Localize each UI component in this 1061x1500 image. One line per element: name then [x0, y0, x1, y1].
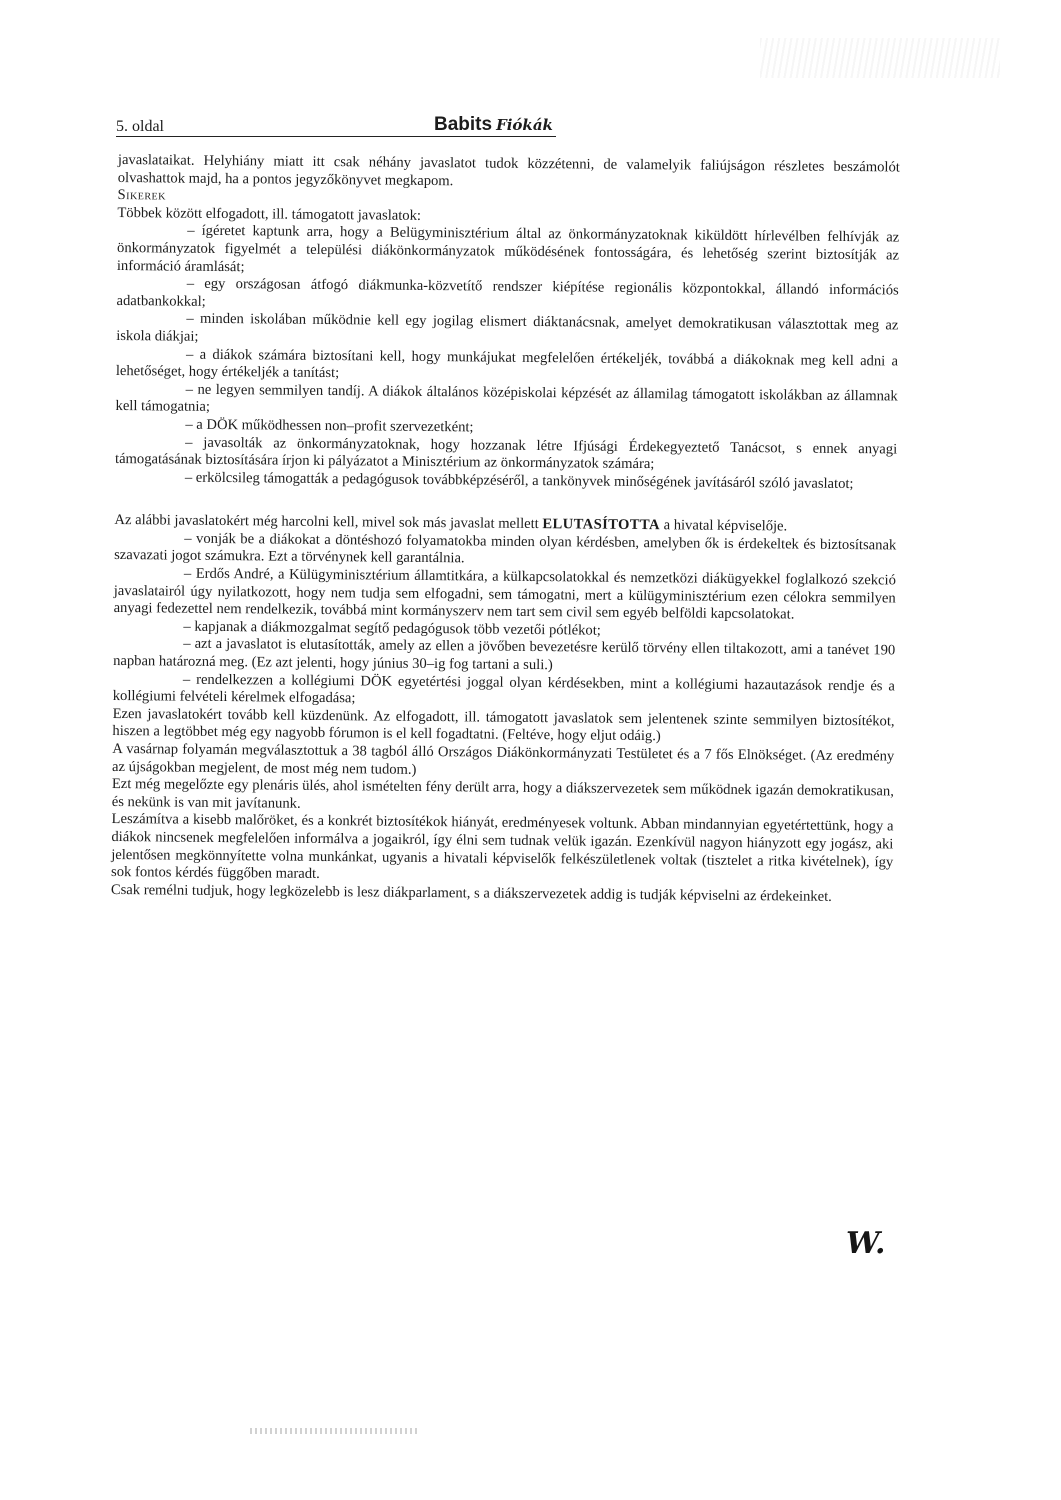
closing-paragraph: Leszámítva a kisebb malőröket, és a konkrét biztosítékok hiányát, eredményesek voltunk. Abban mindannyian egyetértettünk, hogy a diákok nincsenek megfelelően informálva a jogaikról, így élni sem tudnak velük igazán. Ezenkívül nagyon hiányzott egy jogász, aki jelentősen megkönnyítette volna munkánkat, ugyanis a hivatali képviselők felkészületlenek voltak (tisztelet a ritka kivételnek), így sok fontos kérdés függőben maradt.: [111, 811, 894, 883]
accepted-item: – erkölcsileg támogatták a pedagógusok továbbképzéséről, a tankönyvek minőségének javításáról szóló javaslatot;: [184, 469, 854, 492]
masthead-main: Babits: [434, 114, 493, 135]
newspaper-masthead: [434, 114, 553, 136]
page-header: [116, 114, 896, 138]
accepted-item: – a DÖK működhessen non–profit szervezetként;: [185, 416, 474, 436]
accepted-item: – javasolták az önkormányzatoknak, hogy hozzanak létre Ifjúsági Érdekegyeztető Tanácsot, s ennek anyagi támogatásának biztosítására írjon ki pályázatot a Minisztérium az önkormányzatok számára;: [114, 434, 898, 473]
accepted-item: – a diákok számára biztosítani kell, hogy munkájukat megfelelően értékeljék, továbbá a diákoknak meg kell adni a lehetőséget, hogy értékeljék a tanítást;: [115, 346, 899, 382]
accepted-item: – minden iskolában működnie kell egy jogilag elismert diáktanácsnak, amelyet demokratikusan választottak meg az iskola diákjai;: [116, 311, 899, 345]
closing-paragraph: A vasárnap folyamán megválasztottuk a 38 tagból álló Országos Diákönkormányzati Testületet és a 7 fős Elnökséget. (Az eredmény az újságokban megjelent, de most még nem tudom.): [112, 740, 895, 778]
article-body: [111, 152, 900, 907]
rejected-lead-tail: a hivatal képviselője.: [663, 517, 788, 535]
page-number: 5. oldal: [116, 118, 164, 135]
closing-paragraph: Ezen javaslatokért tovább kell küzdenünk. Az elfogadott, ill. támogatott javaslatok sem jelentenek szinte semmilyen biztosítékot, hiszen a legtöbbet még egy nagyobb fórumon is el kell fogadtatni. (Feltéve, hogy eljut odáig.): [112, 705, 895, 745]
section-heading-sikerek: Sikerek: [117, 187, 166, 204]
closing-paragraph: Ezt még megelőzte egy plenáris ülés, ahol ismételten fény derült arra, hogy a diákszervezetek sem működnek igazán demokratikusan, és nekünk is van mit javítanunk.: [111, 776, 894, 812]
rejected-keyword: ELUTASÍTOTTA: [542, 516, 661, 534]
rejected-item: – azt a javaslatot is elutasították, amely az ellen a jövőben bevezetésre kerülő törvény ellen tiltakozott, ami a tanévet 190 napban határozná meg. (Ez azt jelenti, hogy június 30–ig fog tartani a suli.): [113, 636, 896, 674]
scan-artifact-bottom: [250, 1428, 420, 1434]
closing-paragraph: Csak remélni tudjuk, hogy legközelebb is lesz diákparlament, s a diákszervezetek addig is tudják képviselni az érdekeinket.: [110, 881, 832, 905]
accepted-item: – ígéretet kaptunk arra, hogy a Belügyminisztérium által az önkormányzatoknak kiküldött hírlevélben felhívják az önkormányzatok figyelmét a települési diákönkormányzatok működésének fontosságára, és lehetőség szerint biztosítják az információ áramlását;: [116, 223, 900, 275]
rejected-item: – vonják be a diákokat a döntéshozó folyamatokba minden olyan kérdésben, amelyben ők is érdekeltek és biztosítsanak szavazati jogot számukra. Ezt a törvénynek kell garantálnia.: [114, 530, 897, 567]
rejected-item: – kapjanak a diákmozgalmat segítő pedagógusok több vezetői pótlékot;: [183, 618, 601, 639]
rejected-lead-text: Az alábbi javaslatokért még harcolni kell, mivel sok más javaslat mellett: [114, 512, 539, 533]
author-signature: W.: [846, 1226, 886, 1261]
masthead-script: Fiókák: [496, 116, 553, 134]
intro-paragraph: javaslataikat. Helyhiány miatt itt csak néhány javaslatot tudok közzétenni, de valamelyik faliújságon részletes beszámolót olvashattok majd, ha a pontos jegyzőkönyvet megkapom.: [117, 152, 900, 189]
rejected-item: – rendelkezzen a kollégiumi DÖK egyetértési joggal olyan kérdésekben, mint a kollégiumi hazautazások rendje és a kollégiumi felvételi kérelmek elfogadása;: [112, 671, 895, 707]
accepted-item: – ne legyen semmilyen tandíj. A diákok általános középiskolai képzését az államilag támogatott iskolákban az államnak kell támogatnia;: [115, 381, 898, 416]
scan-artifact: [760, 38, 1000, 78]
rejected-item: – Erdős André, a Külügyminisztérium államtitkára, a külkapcsolatokkal és nemzetközi diákügyekkel foglalkozó szekció javaslatairól úgy nyilatkozott, hogy nem tudja sem elfogadni, sem támogatni, mert a külügyminisztérium ezen célokra semmilyen anyagi fedezettel nem rendelkezik, továbbá mint kormányszerv nem tart sem civil sem egyéb belföldi kapcsolatokat.: [113, 565, 896, 623]
header-rule: [116, 136, 556, 137]
accepted-item: – egy országosan átfogó diákmunka-közvetítő rendszer kiépítése regionális központokkal, állandó információs adatbankokkal;: [116, 275, 899, 310]
accepted-lead: Többek között elfogadott, ill. támogatott javaslatok:: [117, 204, 422, 224]
